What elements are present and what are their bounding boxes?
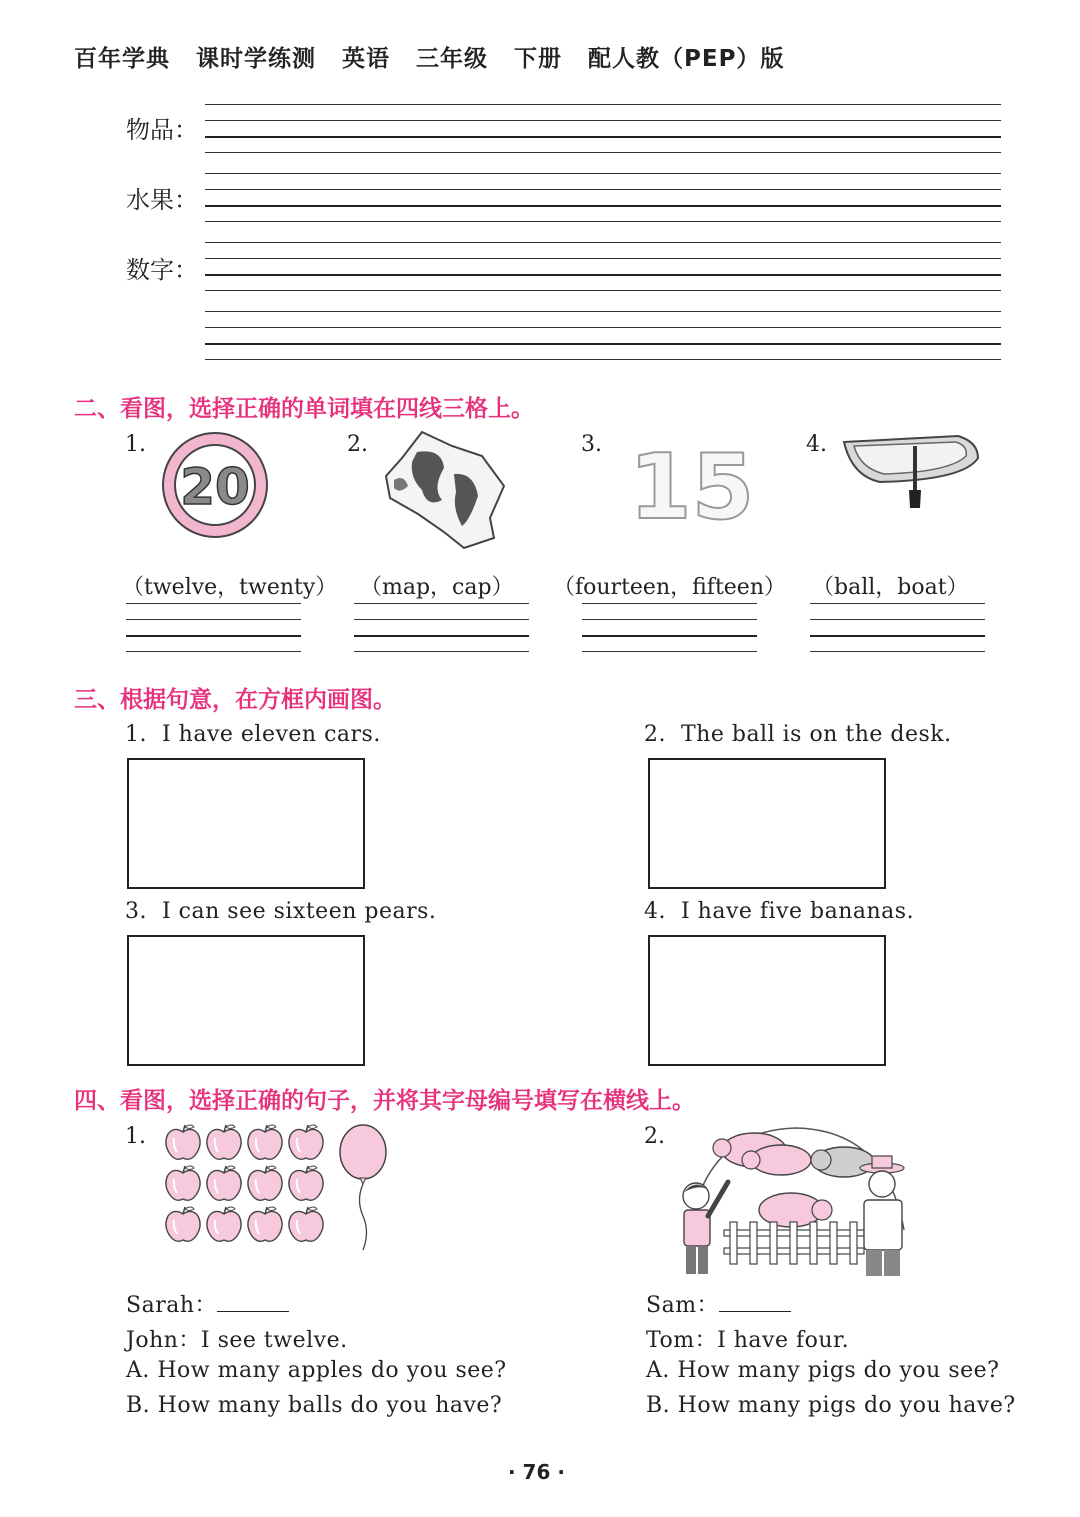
header-grade: 三年级: [416, 46, 488, 72]
boat-icon: [840, 428, 982, 510]
page-number: · 76 ·: [508, 1460, 565, 1484]
category-label-fruits: 水果：: [126, 186, 198, 214]
map-icon: [382, 428, 507, 558]
choice-b-1: B. How many balls do you have?: [126, 1393, 503, 1418]
header-edition: 配人教（PEP）版: [588, 46, 785, 72]
item-number: 4.: [806, 432, 827, 457]
drawing-box-1[interactable]: [127, 758, 365, 889]
pigs-farm-illustration: [676, 1120, 916, 1280]
option-text: （ball，boat）: [812, 575, 969, 600]
apple-icon: [166, 1207, 200, 1241]
choice-b-2: B. How many pigs do you have?: [646, 1393, 1016, 1418]
apple-icon: [248, 1207, 282, 1241]
apple-icon: [207, 1207, 241, 1241]
dialog-line-sam: Sam：: [646, 1288, 791, 1319]
fence-icon: [724, 1222, 864, 1264]
apple-icon: [207, 1166, 241, 1200]
item-number: 3.: [581, 432, 602, 457]
sign-number-text: 20: [180, 458, 250, 516]
apple-icon: [289, 1125, 323, 1159]
drawing-prompt-4: 4. I have five bananas.: [644, 899, 915, 924]
option-text: （map，cap）: [360, 575, 514, 600]
option-text: （twelve，twenty）: [122, 575, 338, 600]
apples-and-balloon-illustration: [160, 1120, 400, 1255]
pig-icon: [811, 1147, 874, 1177]
drawing-prompt-3: 3. I can see sixteen pears.: [125, 899, 437, 924]
item-number: 2.: [644, 1124, 665, 1149]
drawing-prompt-2: 2. The ball is on the desk.: [644, 722, 952, 747]
number-15-text: 15: [629, 435, 755, 540]
speed-sign-20-icon: [158, 428, 273, 543]
item-number: 2.: [347, 432, 368, 457]
apple-icon: [289, 1207, 323, 1241]
choice-a-2: A. How many pigs do you see?: [646, 1358, 1000, 1383]
balloon-icon: [340, 1125, 386, 1250]
dialog-line-john: John：I see twelve.: [126, 1328, 348, 1353]
drawing-prompt-1: 1. I have eleven cars.: [125, 722, 381, 747]
header-volume: 下册: [514, 46, 562, 72]
apple-icon: [166, 1125, 200, 1159]
section2-title: 二、看图，选择正确的单词填在四线三格上。: [74, 396, 534, 422]
apple-icon: [289, 1166, 323, 1200]
choice-a-1: A. How many apples do you see?: [126, 1358, 507, 1383]
item-number: 1.: [125, 1124, 146, 1149]
option-text: （fourteen，fifteen）: [553, 575, 786, 600]
apple-icon: [248, 1166, 282, 1200]
book-header: [74, 40, 810, 73]
header-subject: 英语: [342, 46, 390, 72]
boy-figure-icon: [683, 1182, 728, 1274]
item-number: 1.: [125, 432, 146, 457]
section3-title: 三、根据句意，在方框内画图。: [74, 687, 396, 713]
answer-blank-1[interactable]: [217, 1291, 289, 1312]
header-series: 课时学练测: [196, 46, 316, 72]
category-label-numbers: 数字：: [126, 256, 198, 284]
dialog-line-sarah: Sarah：: [126, 1288, 289, 1319]
number-15-icon: [625, 432, 755, 540]
apple-icon: [207, 1125, 241, 1159]
drawing-box-4[interactable]: [648, 935, 886, 1066]
category-label-items: 物品：: [126, 116, 198, 144]
farmer-figure-icon: [860, 1156, 904, 1276]
header-brand: 百年学典: [74, 46, 170, 72]
dialog-line-tom: Tom：I have four.: [646, 1328, 850, 1353]
apple-icon: [248, 1125, 282, 1159]
section4-title: 四、看图，选择正确的句子，并将其字母编号填写在横线上。: [74, 1088, 695, 1114]
answer-blank-2[interactable]: [719, 1291, 791, 1312]
apple-icon: [166, 1166, 200, 1200]
drawing-box-2[interactable]: [648, 758, 886, 889]
drawing-box-3[interactable]: [127, 935, 365, 1066]
